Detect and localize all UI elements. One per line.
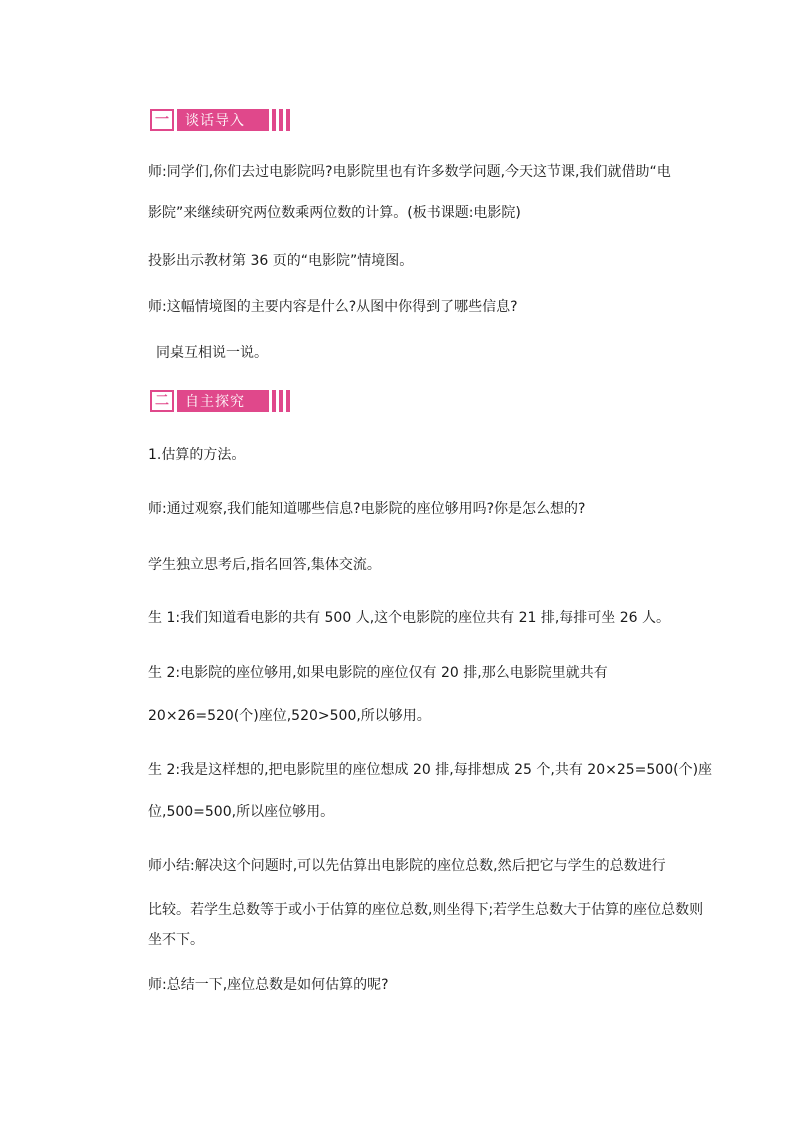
banner-stripes xyxy=(272,390,293,412)
section-title: 自主探究 xyxy=(177,390,269,412)
paragraph: 1.估算的方法。 xyxy=(148,447,246,463)
paragraph: 生 1:我们知道看电影的共有 500 人,这个电影院的座位共有 21 排,每排可坐 26 人。 xyxy=(148,610,671,626)
paragraph: 学生独立思考后,指名回答,集体交流。 xyxy=(148,557,381,573)
paragraph: 生 2:电影院的座位够用,如果电影院的座位仅有 20 排,那么电影院里就共有 xyxy=(148,665,608,681)
paragraph: 师:通过观察,我们能知道哪些信息?电影院的座位够用吗?你是怎么想的? xyxy=(148,501,586,517)
paragraph: 同桌互相说一说。 xyxy=(156,345,268,361)
section-banner-intro xyxy=(150,109,298,131)
paragraph: 师:同学们,你们去过电影院吗?电影院里也有许多数学问题,今天这节课,我们就借助“电 xyxy=(148,164,671,180)
paragraph: 20×26=520(个)座位,520>500,所以够用。 xyxy=(148,708,431,724)
section-number: 二 xyxy=(150,390,174,412)
paragraph: 比较。若学生总数等于或小于估算的座位总数,则坐得下;若学生总数大于估算的座位总数则 xyxy=(148,902,704,918)
section-number: 一 xyxy=(150,109,174,131)
paragraph: 师:这幅情境图的主要内容是什么?从图中你得到了哪些信息? xyxy=(148,299,518,315)
paragraph: 生 2:我是这样想的,把电影院里的座位想成 20 排,每排想成 25 个,共有 20×25=500(个)座 xyxy=(148,762,713,778)
section-banner-explore xyxy=(150,390,298,412)
paragraph: 师小结:解决这个问题时,可以先估算出电影院的座位总数,然后把它与学生的总数进行 xyxy=(148,858,666,874)
paragraph: 师:总结一下,座位总数是如何估算的呢? xyxy=(148,977,389,993)
paragraph: 位,500=500,所以座位够用。 xyxy=(148,804,335,820)
banner-stripes xyxy=(272,109,293,131)
section-title: 谈话导入 xyxy=(177,109,269,131)
paragraph: 投影出示教材第 36 页的“电影院”情境图。 xyxy=(148,253,414,269)
paragraph: 坐不下。 xyxy=(148,932,204,948)
paragraph: 影院”来继续研究两位数乘两位数的计算。(板书课题:电影院) xyxy=(148,205,521,221)
